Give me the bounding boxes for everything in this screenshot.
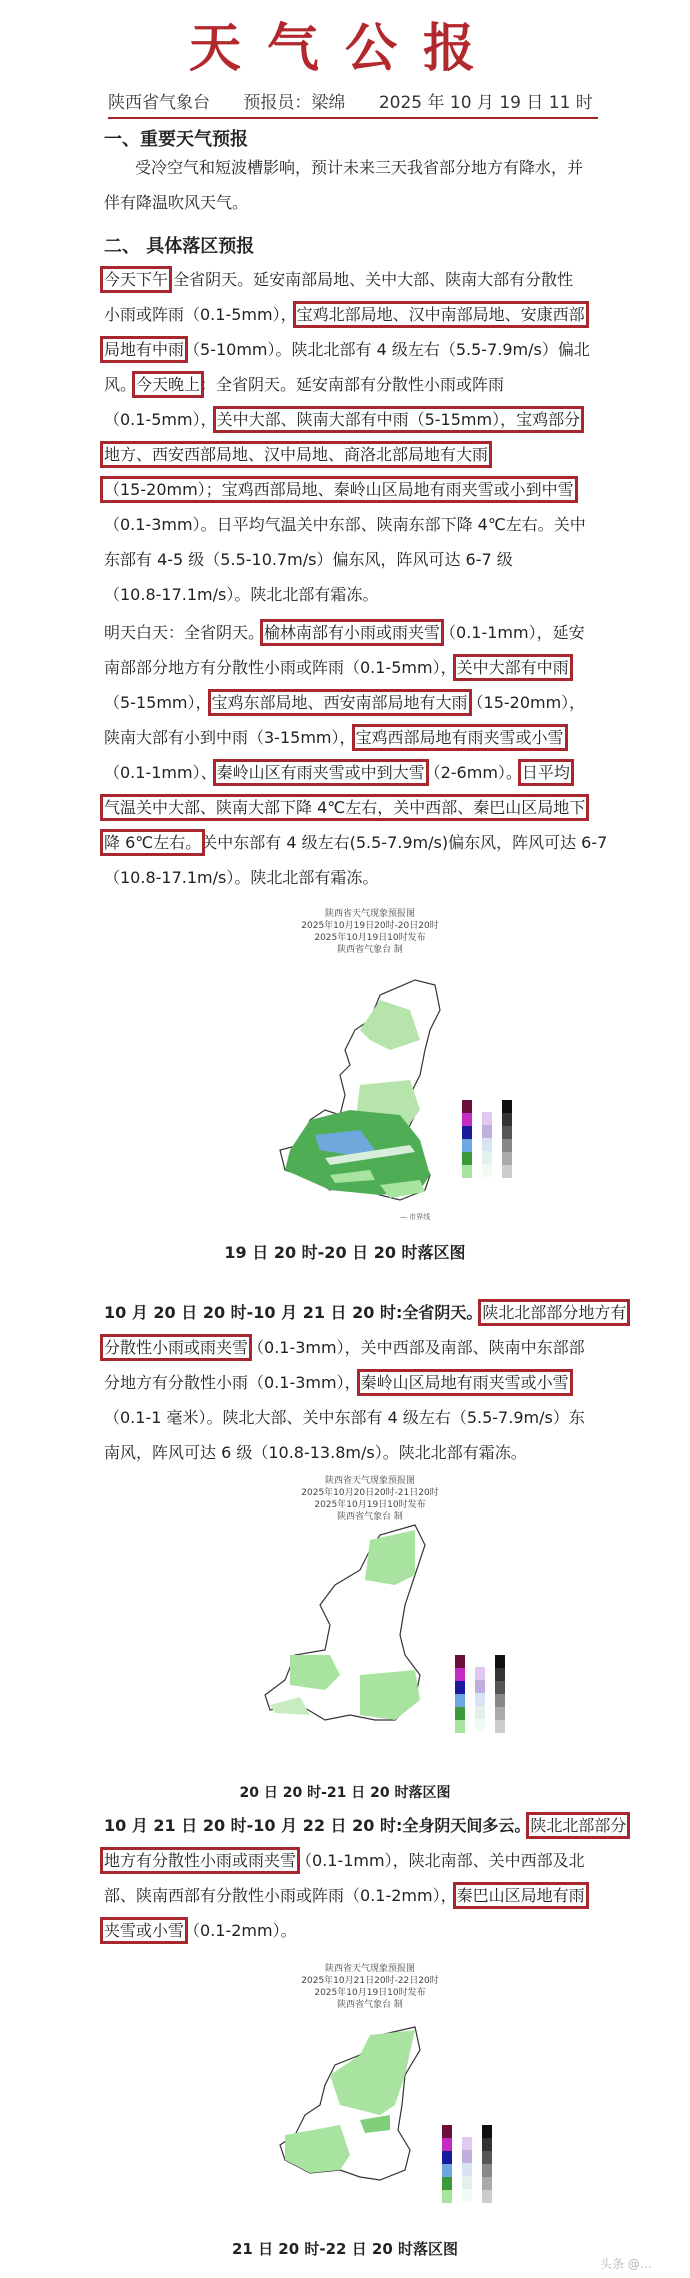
forecast-day2 <box>104 1295 627 1470</box>
section1-line: 受冷空气和短波槽影响，预计未来三天我省部分地方有降水，并 <box>135 158 584 177</box>
forecast-text: （0.1-2mm）。 <box>184 1921 297 1940</box>
forecast-line <box>104 332 624 367</box>
forecast-text: 全省阴天。延安南部局地、关中大部、陕南大部有分散性 <box>168 270 574 289</box>
sleet-legend <box>462 2137 472 2203</box>
forecast-line <box>104 1913 624 1948</box>
map-agency: 陕西省气象台 制 <box>337 2000 403 2010</box>
issue-datetime: 2025 年 10 月 19 日 11 时 <box>378 93 593 113</box>
forecast-text: （0.1-3mm）。日平均气温关中东部、陕南东部下降 4℃左右。关中 <box>104 515 586 534</box>
forecast-text: （5-15mm）， <box>104 693 212 712</box>
forecast-map-1 <box>230 900 530 1240</box>
forecast-line <box>104 825 624 860</box>
highlighted-region-box: 宝鸡东部局地、西安南部局地有大雨 <box>211 693 468 712</box>
highlighted-region-box: 今天晚上 <box>136 375 201 394</box>
forecast-line <box>104 1365 624 1400</box>
map-issued: 2025年10月19日10时发布 <box>314 1988 426 1998</box>
forecast-text: 关中东部有 4 级左右(5.5-7.9m/s)偏东风，阵风可达 6-7 <box>201 833 608 852</box>
forecast-line <box>104 367 624 402</box>
section1-body <box>104 150 625 220</box>
map-title: 陕西省天气现象预报图 <box>324 1964 415 1974</box>
watermark: 头条 @… <box>600 2257 652 2271</box>
forecast-text: （5-10mm）。陕北北部有 4 级左右（5.5-7.9m/s）偏北 <box>184 340 590 359</box>
map-title: 陕西省天气现象预报图 <box>324 1476 415 1486</box>
highlighted-region-box: 地方、西安西部局地、汉中局地、商洛北部局地有大雨 <box>104 445 489 464</box>
highlighted-region-box: 降 6℃左右。 <box>104 833 202 852</box>
forecast-line <box>104 262 624 297</box>
map-legend <box>462 1100 512 1178</box>
forecast-line <box>104 542 624 577</box>
forecast-text: 10 月 21 日 20 时-10 月 22 日 20 时:全身阴天间多云。 <box>104 1816 531 1835</box>
forecast-text: 10 月 20 日 20 时-10 月 21 日 20 时:全省阴天。 <box>104 1303 483 1322</box>
forecast-text: （0.1-1mm），延安 <box>440 623 585 642</box>
forecast-line <box>104 790 624 825</box>
forecast-line <box>104 507 624 542</box>
forecast-text: （15-20mm）， <box>467 693 586 712</box>
forecast-line <box>104 685 624 720</box>
bulletin-meta <box>108 88 598 119</box>
shaanxi-precip-map-icon <box>230 1475 530 1785</box>
highlighted-region-box: 陕北北部部分 <box>530 1816 627 1835</box>
forecast-text: （10.8-17.1m/s）。陕北北部有霜冻。 <box>104 585 379 604</box>
highlighted-region-box: 日平均 <box>521 763 570 782</box>
highlighted-region-box: 夹雪或小雪 <box>104 1921 185 1940</box>
sleet-legend <box>482 1112 492 1178</box>
forecast-line <box>104 615 624 650</box>
forecast-text: 风。 <box>104 375 137 394</box>
highlighted-region-box: 今天下午 <box>104 270 169 289</box>
map-issued: 2025年10月19日10时发布 <box>314 1500 426 1510</box>
forecast-text: （0.1-1 毫米）。陕北大部、关中东部有 4 级左右（5.5-7.9m/s）东 <box>104 1408 585 1427</box>
forecast-line <box>104 402 624 437</box>
forecast-text: 明天白天：全省阴天。 <box>104 623 265 642</box>
highlighted-region-box: 榆林南部有小雨或雨夹雪 <box>264 623 441 642</box>
rain-legend <box>462 1100 472 1178</box>
forecast-text: （2-6mm）。 <box>424 763 522 782</box>
forecast-line <box>104 1843 624 1878</box>
forecast-text: 分地方有分散性小雨（0.1-3mm）， <box>104 1373 361 1392</box>
forecast-text: （10.8-17.1m/s）。陕北北部有霜冻。 <box>104 868 379 887</box>
forecast-text: 东部有 4-5 级（5.5-10.7m/s）偏东风，阵风可达 6-7 级 <box>104 550 513 569</box>
rain-legend <box>455 1655 465 1733</box>
forecast-line <box>104 1295 627 1330</box>
forecast-line <box>104 577 624 612</box>
publisher: 陕西省气象台 <box>108 93 210 113</box>
section1-line: 伴有降温吹风天气。 <box>104 193 249 212</box>
forecaster: 预报员：梁绵 <box>243 93 346 113</box>
boundary-legend: — 市界线 <box>400 1213 431 1221</box>
forecast-line <box>104 1400 624 1435</box>
forecast-text: （0.1-5mm）， <box>104 410 217 429</box>
map-1-caption: 19 日 20 时-20 日 20 时落区图 <box>224 1243 466 1262</box>
forecast-line <box>104 297 624 332</box>
highlighted-region-box: 分散性小雨或雨夹雪 <box>104 1338 249 1357</box>
bulletin-title: 天气公报 <box>188 19 501 79</box>
sleet-legend <box>475 1667 485 1733</box>
forecast-line <box>104 1435 624 1470</box>
forecast-tomorrow <box>104 615 624 895</box>
forecast-text: （0.1-1mm）、 <box>104 763 217 782</box>
map-legend <box>455 1655 505 1733</box>
highlighted-region-box: （15-20mm）；宝鸡西部局地、秦岭山区局地有雨夹雪或小到中雪 <box>104 480 574 499</box>
highlighted-region-box: 地方有分散性小雨或雨夹雪 <box>104 1851 297 1870</box>
forecast-line <box>104 650 624 685</box>
highlighted-region-box: 气温关中大部、陕南大部下降 4℃左右，关中西部、秦巴山区局地下 <box>104 798 586 817</box>
forecast-line <box>104 720 624 755</box>
highlighted-region-box: 关中大部、陕南大部有中雨（5-15mm），宝鸡部分 <box>216 410 581 429</box>
map-period: 2025年10月21日20时-22日20时 <box>301 1976 439 1986</box>
forecast-line <box>104 472 624 507</box>
map-agency: 陕西省气象台 制 <box>337 945 403 955</box>
highlighted-region-box: 宝鸡西部局地有雨夹雪或小雪 <box>355 728 564 747</box>
highlighted-region-box: 陕北北部部分地方有 <box>482 1303 627 1322</box>
highlighted-region-box: 秦岭山区有雨夹雪或中到大雪 <box>216 763 425 782</box>
section2-heading: 二、 具体落区预报 <box>104 236 255 257</box>
section1-heading: 一、重要天气预报 <box>104 129 248 150</box>
shaanxi-precip-map-icon <box>230 900 530 1240</box>
forecast-line <box>104 755 624 790</box>
highlighted-region-box: 秦巴山区局地有雨 <box>456 1886 585 1905</box>
forecast-text: 小雨或阵雨（0.1-5mm）， <box>104 305 297 324</box>
forecast-text: 南风，阵风可达 6 级（10.8-13.8m/s）。陕北北部有霜冻。 <box>104 1443 527 1462</box>
forecast-line <box>104 1808 627 1843</box>
forecast-line <box>104 1878 624 1913</box>
forecast-line <box>104 437 624 472</box>
highlighted-region-box: 关中大部有中雨 <box>456 658 569 677</box>
map-agency: 陕西省气象台 制 <box>337 1512 403 1522</box>
forecast-text: ：全省阴天。延安南部有分散性小雨或阵雨 <box>200 375 505 394</box>
map-period: 2025年10月20日20时-21日20时 <box>301 1488 439 1498</box>
forecast-line <box>104 860 624 895</box>
snow-legend <box>482 2125 492 2203</box>
forecast-line <box>104 1330 624 1365</box>
forecast-text: （0.1-1mm），陕北南部、关中西部及北 <box>296 1851 585 1870</box>
forecast-text: 部、陕南西部有分散性小雨或阵雨（0.1-2mm）， <box>104 1886 457 1905</box>
map-period: 2025年10月19日20时-20日20时 <box>301 921 439 931</box>
map-legend <box>442 2125 492 2203</box>
forecast-day3 <box>104 1808 627 1948</box>
map-issued: 2025年10月19日10时发布 <box>314 933 426 943</box>
map-3-caption: 21 日 20 时-22 日 20 时落区图 <box>231 2240 459 2258</box>
snow-legend <box>495 1655 505 1733</box>
forecast-text: 南部部分地方有分散性小雨或阵雨（0.1-5mm）， <box>104 658 457 677</box>
forecast-map-2 <box>230 1475 530 1785</box>
forecast-today <box>104 262 624 612</box>
forecast-map-3 <box>230 1955 530 2245</box>
forecast-text: 陕南大部有小到中雨（3-15mm）， <box>104 728 356 747</box>
snow-legend <box>502 1100 512 1178</box>
rain-legend <box>442 2125 452 2203</box>
map-title: 陕西省天气现象预报图 <box>324 909 415 919</box>
highlighted-region-box: 宝鸡北部局地、汉中南部局地、安康西部 <box>296 305 585 324</box>
highlighted-region-box: 秦岭山区局地有雨夹雪或小雪 <box>360 1373 569 1392</box>
map-2-caption: 20 日 20 时-21 日 20 时落区图 <box>239 1785 451 1801</box>
highlighted-region-box: 局地有中雨 <box>104 340 185 359</box>
forecast-text: （0.1-3mm），关中西部及南部、陕南中东部部 <box>248 1338 585 1357</box>
